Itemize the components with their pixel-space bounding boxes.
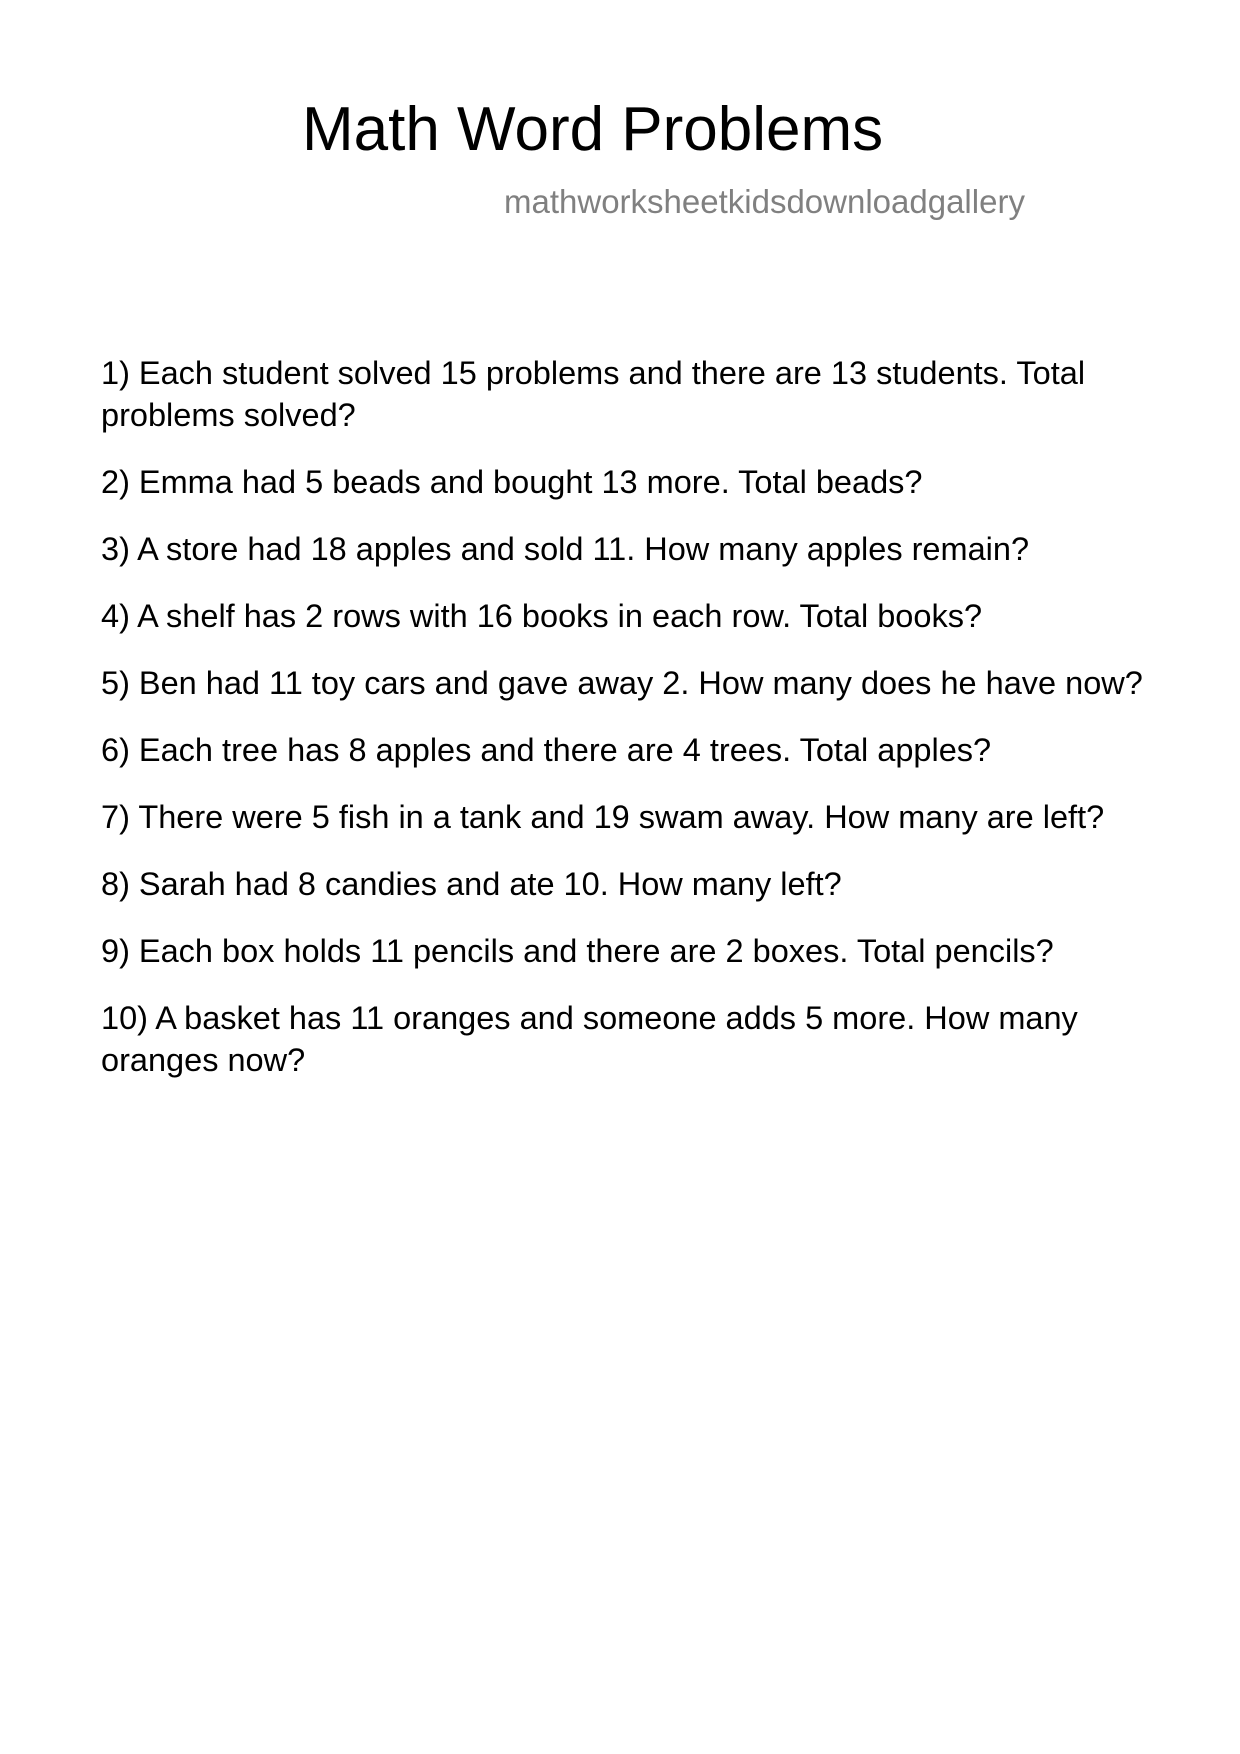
problem-item: 5) Ben had 11 toy cars and gave away 2. How many does he have now? bbox=[101, 665, 1143, 701]
problem-list bbox=[101, 352, 1151, 1106]
problem-item: 4) A shelf has 2 rows with 16 books in each row. Total books? bbox=[101, 598, 983, 634]
problem-item: 6) Each tree has 8 apples and there are 4 trees. Total apples? bbox=[101, 732, 992, 768]
problem-item: 2) Emma had 5 beads and bought 13 more. Total beads? bbox=[101, 464, 923, 500]
page-title: Math Word Problems bbox=[302, 95, 884, 164]
problem-item: 3) A store had 18 apples and sold 11. How many apples remain? bbox=[101, 531, 1030, 567]
problem-item: 7) There were 5 fish in a tank and 19 swam away. How many are left? bbox=[101, 799, 1105, 835]
page-subtitle: mathworksheetkidsdownloadgallery bbox=[504, 183, 1025, 220]
problem-item: 1) Each student solved 15 problems and there are 13 students. Total problems solved? bbox=[101, 355, 1086, 433]
problem-item: 8) Sarah had 8 candies and ate 10. How many left? bbox=[101, 866, 842, 902]
problem-item: 9) Each box holds 11 pencils and there are 2 boxes. Total pencils? bbox=[101, 933, 1054, 969]
problem-item: 10) A basket has 11 oranges and someone adds 5 more. How many oranges now? bbox=[101, 1000, 1078, 1078]
